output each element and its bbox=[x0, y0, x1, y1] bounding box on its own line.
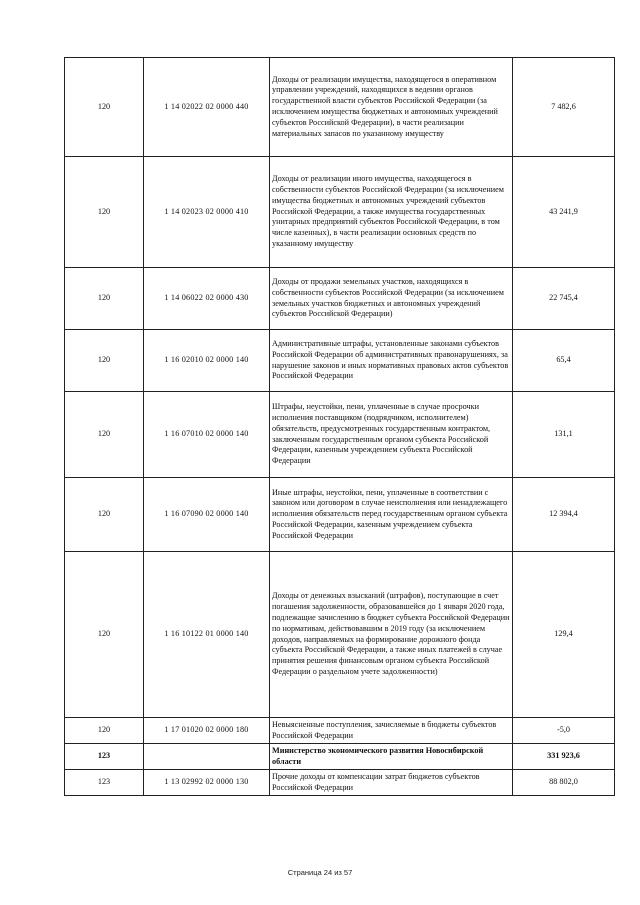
ministry-total-cell: 331 923,6 bbox=[513, 744, 615, 770]
budget-code-cell: 1 17 01020 02 0000 180 bbox=[144, 718, 270, 744]
table-row bbox=[65, 718, 615, 744]
budget-code-cell: 1 14 06022 02 0000 430 bbox=[144, 268, 270, 330]
revenue-name-cell: Невыясненные поступления, зачисляемые в бюджеты субъектов Российской Федерации bbox=[270, 718, 513, 744]
budget-code-cell: 1 13 02992 02 0000 130 bbox=[144, 770, 270, 796]
amount-cell: 129,4 bbox=[513, 552, 615, 718]
table-row bbox=[65, 478, 615, 552]
admin-code-cell: 120 bbox=[65, 330, 144, 392]
amount-cell: -5,0 bbox=[513, 718, 615, 744]
admin-code-cell: 120 bbox=[65, 478, 144, 552]
revenue-name-cell: Доходы от реализации иного имущества, находящегося в собственности субъектов Российской Федерации (за исключением имущества бюджетных и автономных учреждений субъектов Российской Федерации, а также имущества государственных унитарных предприятий субъектов Российской Федерации, в том числе казенных), в части реализации основных средств по указанному имуществу bbox=[270, 157, 513, 268]
ministry-name-cell: Министерство экономического развития Новосибирской области bbox=[270, 744, 513, 770]
admin-code-cell: 120 bbox=[65, 157, 144, 268]
amount-cell: 43 241,9 bbox=[513, 157, 615, 268]
table-row bbox=[65, 157, 615, 268]
budget-code-cell: 1 14 02022 02 0000 440 bbox=[144, 58, 270, 157]
amount-cell: 7 482,6 bbox=[513, 58, 615, 157]
admin-code-cell: 120 bbox=[65, 392, 144, 478]
admin-code-cell: 123 bbox=[65, 770, 144, 796]
revenue-name-cell: Доходы от денежных взысканий (штрафов), поступающие в счет погашения задолженности, образовавшейся до 1 января 2020 года, подлежащие зачислению в бюджет субъекта Российской Федерации по нормативам, действовавшим в 2019 году (за исключением доходов, направляемых на формирование дорожного фонда субъекта Российской Федерации, а также иных платежей в случае принятия решения финансовым органом субъекта Российской Федерации о раздельном учете задолженности) bbox=[270, 552, 513, 718]
table-row-ministry-header bbox=[65, 744, 615, 770]
table-row bbox=[65, 58, 615, 157]
admin-code-cell: 120 bbox=[65, 268, 144, 330]
amount-cell: 12 394,4 bbox=[513, 478, 615, 552]
amount-cell: 88 802,0 bbox=[513, 770, 615, 796]
revenue-name-cell: Административные штрафы, установленные законами субъектов Российской Федерации об административных правонарушениях, за нарушение законов и иных нормативных правовых актов субъектов Российской Федерации bbox=[270, 330, 513, 392]
revenue-name-cell: Прочие доходы от компенсации затрат бюджетов субъектов Российской Федерации bbox=[270, 770, 513, 796]
table-row bbox=[65, 392, 615, 478]
budget-code-cell: 1 16 07010 02 0000 140 bbox=[144, 392, 270, 478]
admin-code-cell: 120 bbox=[65, 718, 144, 744]
revenue-name-cell: Доходы от продажи земельных участков, находящихся в собственности субъектов Российской Федерации (за исключением земельных участков бюджетных и автономных учреждений субъектов Российской Федерации) bbox=[270, 268, 513, 330]
table-row bbox=[65, 330, 615, 392]
revenue-table bbox=[64, 57, 615, 796]
revenue-name-cell: Иные штрафы, неустойки, пени, уплаченные в соответствии с законом или договором в случае неисполнения или ненадлежащего исполнения обязательств перед государственным органом субъекта Российской Федерации, казенным учреждением субъекта Российской Федерации bbox=[270, 478, 513, 552]
budget-code-cell: 1 14 02023 02 0000 410 bbox=[144, 157, 270, 268]
table-row bbox=[65, 268, 615, 330]
budget-code-cell bbox=[144, 744, 270, 770]
revenue-name-cell: Штрафы, неустойки, пени, уплаченные в случае просрочки исполнения поставщиком (подрядчиком, исполнителем) обязательств, предусмотренных государственным контрактом, заключенным государственным органом субъекта Российской Федерации, казенным учреждением субъекта Российской Федерации bbox=[270, 392, 513, 478]
table-row bbox=[65, 552, 615, 718]
admin-code-cell: 123 bbox=[65, 744, 144, 770]
budget-code-cell: 1 16 02010 02 0000 140 bbox=[144, 330, 270, 392]
page-number-footer: Страница 24 из 57 bbox=[287, 868, 353, 877]
admin-code-cell: 120 bbox=[65, 58, 144, 157]
revenue-name-cell: Доходы от реализации имущества, находящегося в оперативном управлении учреждений, находящихся в ведении органов государственной власти субъектов Российской Федерации (за исключением имущества бюджетных и автономных учреждений субъектов Российской Федерации), в части реализации материальных запасов по указанному имуществу bbox=[270, 58, 513, 157]
amount-cell: 22 745,4 bbox=[513, 268, 615, 330]
amount-cell: 65,4 bbox=[513, 330, 615, 392]
budget-code-cell: 1 16 07090 02 0000 140 bbox=[144, 478, 270, 552]
admin-code-cell: 120 bbox=[65, 552, 144, 718]
budget-code-cell: 1 16 10122 01 0000 140 bbox=[144, 552, 270, 718]
amount-cell: 131,1 bbox=[513, 392, 615, 478]
table-row bbox=[65, 770, 615, 796]
